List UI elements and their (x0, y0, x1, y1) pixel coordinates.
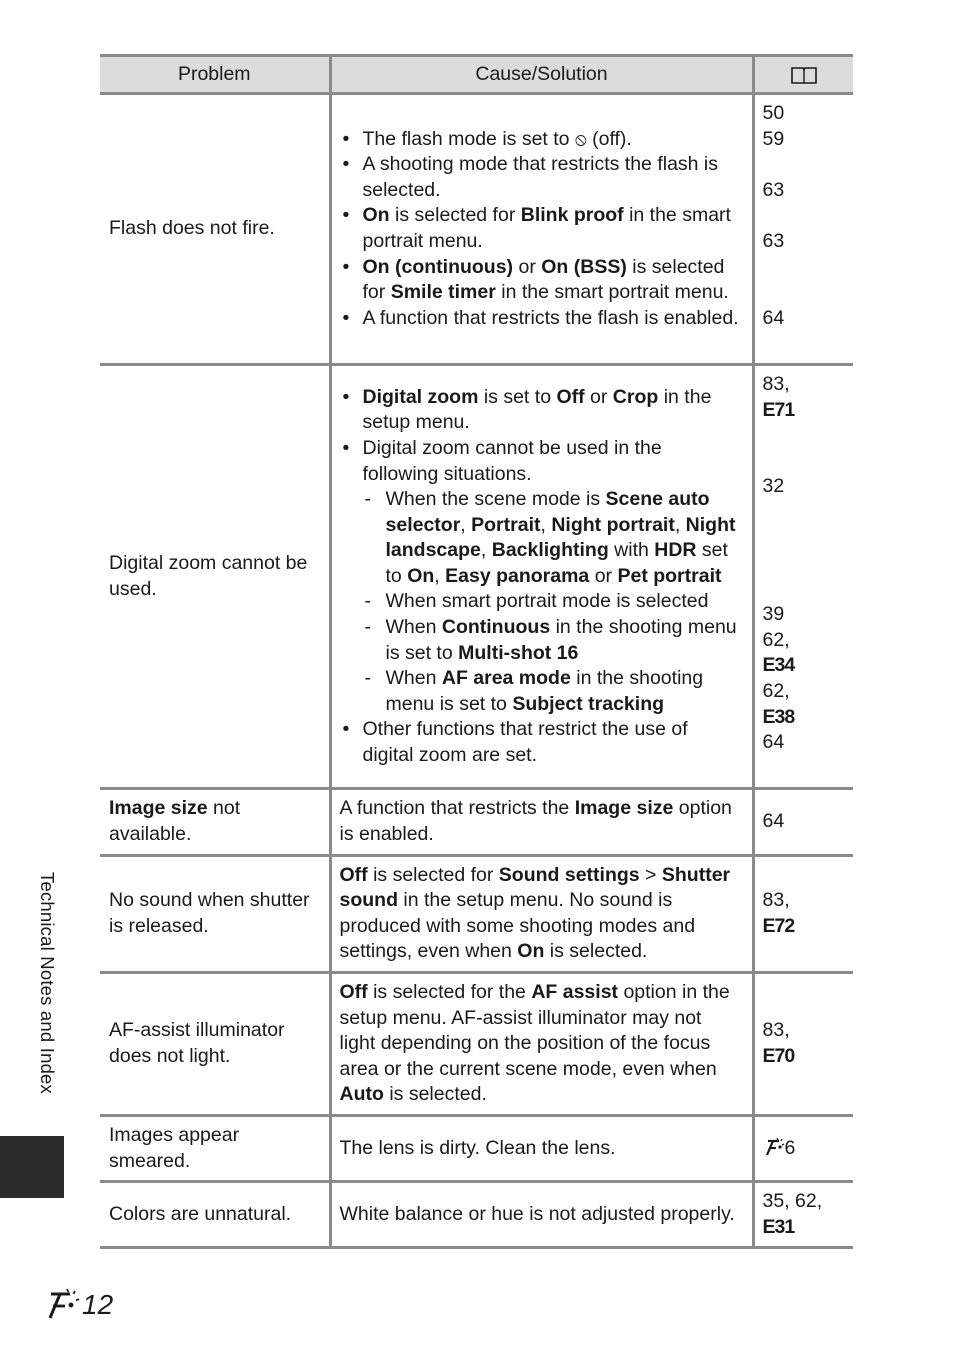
reference-cell (753, 973, 853, 1116)
sub-list-item: - When smart portrait mode is selected (363, 589, 742, 615)
list-item: • A shooting mode that restricts the flash is selected. (340, 152, 742, 203)
solution-cell (330, 94, 753, 365)
page-ref: 63 (762, 229, 785, 252)
solution-cell: Off is selected for the AF assist option in the setup menu. AF-assist illuminator may not light depending on the position of the focus area or the current scene mode, even when Auto is selected. (330, 973, 753, 1116)
problem-cell: Digital zoom cannot be used. (100, 364, 330, 789)
page-ref: E31 (762, 1215, 795, 1238)
list-item: • Digital zoom cannot be used in the following situations. - When the scene mode is Scene auto selector, Portrait, Night portrait, Night landscape, Backlighting with HDR set to On, Easy panorama or Pet portrait - When smart portrait mode is selected - When Continuous in the shooting menu is set to Multi-shot 16 - When AF area mode in the shooting menu is set to Subject tracking (340, 436, 742, 718)
page-ref: 50 (762, 102, 785, 124)
page-ref: 83, (762, 1019, 790, 1042)
page-ref: 59 (762, 127, 785, 150)
page-ref: 64 (762, 306, 785, 329)
table-row (100, 789, 853, 855)
book-icon (789, 65, 819, 85)
list-item: • A function that restricts the flash is enabled. (340, 306, 742, 332)
reference-cell (753, 1182, 853, 1248)
section-tab-marker (0, 1136, 64, 1198)
technical-notes-icon (44, 1288, 80, 1322)
table-row (100, 855, 853, 972)
technical-notes-icon (763, 1137, 785, 1157)
reference-cell (753, 364, 853, 789)
solution-cell: White balance or hue is not adjusted properly. (330, 1182, 753, 1248)
reference-cell (753, 1115, 853, 1181)
section-side-label: Technical Notes and Index (37, 872, 58, 1094)
table-row (100, 94, 853, 365)
list-item: • Other functions that restrict the use of digital zoom are set. (340, 717, 742, 768)
page-ref: 64 (762, 731, 785, 754)
page-ref: 83, (762, 889, 790, 912)
page-ref: 83, (762, 372, 790, 395)
table-row (100, 364, 853, 789)
problem-cell: Image size not available. (100, 789, 330, 855)
solution-cell: The lens is dirty. Clean the lens. (330, 1115, 753, 1181)
page-ref: 32 (762, 475, 785, 498)
solution-cell: Off is selected for Sound settings > Shutter sound in the setup menu. No sound is produced with some shooting modes and settings, even when On is selected. (330, 855, 753, 972)
list-item: • On (continuous) or On (BSS) is selected for Smile timer in the smart portrait menu. (340, 255, 742, 306)
problem-cell: Flash does not fire. (100, 94, 330, 365)
reference-cell (753, 855, 853, 972)
page-number: 12 (44, 1288, 113, 1322)
sub-list-item: - When Continuous in the shooting menu is set to Multi-shot 16 (363, 615, 742, 666)
problem-cell: AF-assist illuminator does not light. (100, 973, 330, 1116)
table-row (100, 1115, 853, 1181)
list-item: • The flash mode is set to ⦸ (off). (340, 127, 742, 153)
table-header-row (100, 56, 853, 94)
header-problem: Problem (100, 56, 330, 94)
reference-cell (753, 94, 853, 365)
page-ref: 39 (762, 603, 785, 626)
page-ref: E34 (762, 654, 795, 677)
sub-list-item: - When AF area mode in the shooting menu is set to Subject tracking (363, 666, 742, 717)
page-ref: E38 (762, 705, 795, 728)
page-ref: E71 (762, 398, 795, 421)
list-item: • On is selected for Blink proof in the smart portrait menu. (340, 203, 742, 254)
problem-cell: Colors are unnatural. (100, 1182, 330, 1248)
solution-cell: A function that restricts the Image size option is enabled. (330, 789, 753, 855)
problem-cell: Images appear smeared. (100, 1115, 330, 1181)
sub-list-item: - When the scene mode is Scene auto selector, Portrait, Night portrait, Night landscape, Backlighting with HDR set to On, Easy panorama or Pet portrait (363, 487, 742, 589)
reference-cell: 64 (753, 789, 853, 855)
flash-off-icon: ⦸ (574, 128, 587, 149)
problem-cell: No sound when shutter is released. (100, 855, 330, 972)
page-ref: 35, 62, (762, 1190, 823, 1213)
solution-cell (330, 364, 753, 789)
troubleshooting-table (100, 54, 853, 1249)
list-item: • Digital zoom is set to Off or Crop in the setup menu. (340, 385, 742, 436)
header-reference (753, 56, 853, 94)
table-row (100, 1182, 853, 1248)
page-ref: 62, (762, 628, 790, 651)
page-ref: E70 (762, 1044, 795, 1067)
page-ref: E72 (762, 914, 795, 937)
page-ref: 62, (762, 680, 790, 703)
header-cause-solution: Cause/Solution (330, 56, 753, 94)
page-ref: 63 (762, 178, 785, 201)
table-row (100, 973, 853, 1116)
page-ref: 6 (784, 1136, 796, 1159)
